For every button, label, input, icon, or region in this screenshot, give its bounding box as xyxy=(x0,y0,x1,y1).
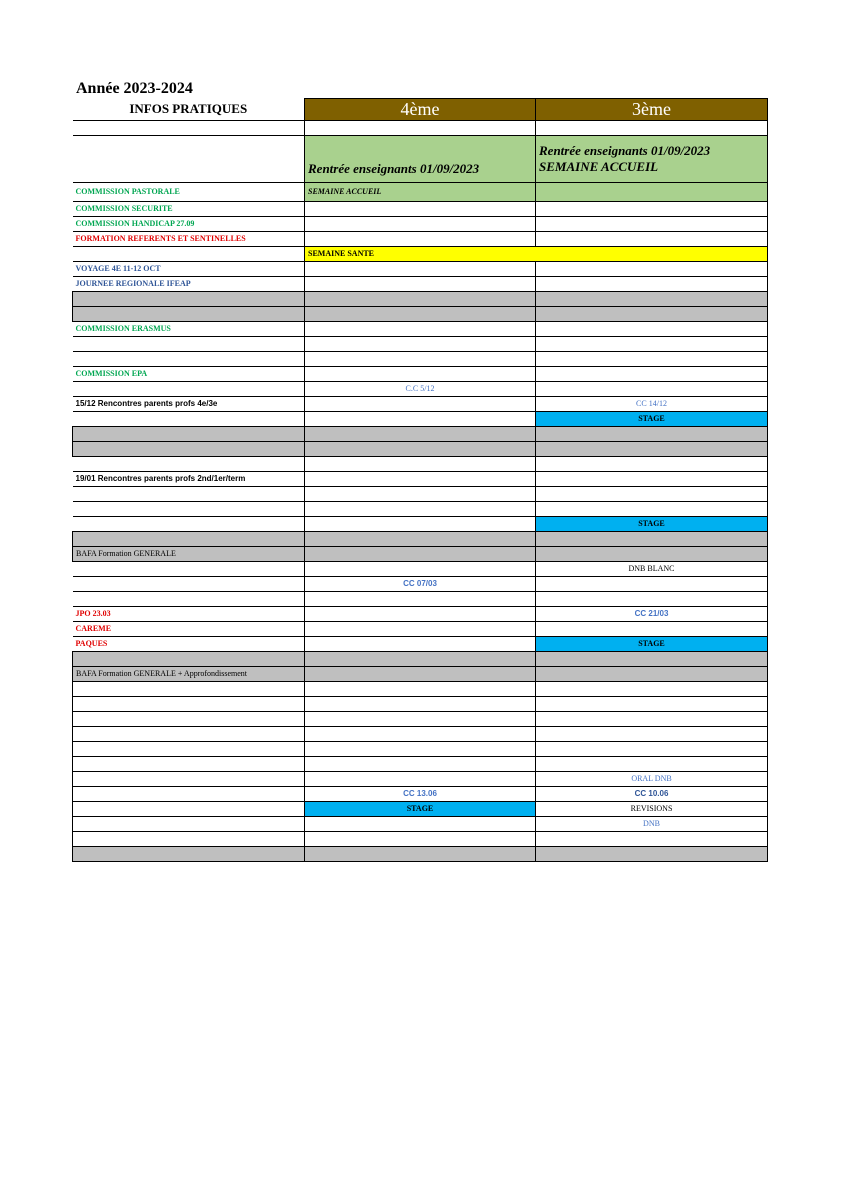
info-securite: COMMISSION SECURITE xyxy=(73,202,305,217)
table-row xyxy=(73,547,768,562)
info-handicap: COMMISSION HANDICAP 27.09 xyxy=(73,217,305,232)
info-bafa-1: BAFA Formation GENERALE xyxy=(73,547,305,562)
table-row xyxy=(73,697,768,712)
table-row xyxy=(73,562,768,577)
info-voyage: VOYAGE 4E 11-12 OCT xyxy=(73,262,305,277)
table-row xyxy=(73,742,768,757)
table-row xyxy=(73,412,768,427)
cc-07-03: CC 07/03 xyxy=(305,577,536,592)
info-rencontre-1: 15/12 Rencontres parents profs 4e/3e xyxy=(73,397,305,412)
table-row xyxy=(73,427,768,442)
rentree-4eme: Rentrée enseignants 01/09/2023 xyxy=(308,161,480,176)
table-row xyxy=(73,183,768,202)
rentree-3eme: Rentrée enseignants 01/09/2023 xyxy=(539,143,711,158)
table-row xyxy=(73,622,768,637)
info-paques: PAQUES xyxy=(73,637,305,652)
table-row xyxy=(73,832,768,847)
table-row xyxy=(73,262,768,277)
cc-5-12: C.C 5/12 xyxy=(305,382,536,397)
table-row xyxy=(73,217,768,232)
info-careme: CAREME xyxy=(73,622,305,637)
info-formation: FORMATION REFERENTS ET SENTINELLES xyxy=(73,232,305,247)
dnb: DNB xyxy=(536,817,768,832)
revisions: REVISIONS xyxy=(536,802,768,817)
semaine-sante: SEMAINE SANTE xyxy=(305,247,768,262)
planning-table xyxy=(72,98,768,862)
stage-4eme: STAGE xyxy=(305,802,536,817)
table-row xyxy=(73,682,768,697)
stage-3eme-1: STAGE xyxy=(536,412,768,427)
header-row xyxy=(73,99,768,121)
semaine-accueil-3eme: SEMAINE ACCUEIL xyxy=(539,159,659,174)
dnb-blanc: DNB BLANC xyxy=(536,562,768,577)
table-row xyxy=(73,592,768,607)
info-rencontre-2: 19/01 Rencontres parents profs 2nd/1er/term xyxy=(73,472,305,487)
table-row xyxy=(73,382,768,397)
cc-21-03: CC 21/03 xyxy=(536,607,768,622)
cc-13-06: CC 13.06 xyxy=(305,787,536,802)
infos-title: INFOS PRATIQUES xyxy=(129,101,248,117)
table-row xyxy=(73,667,768,682)
table-row xyxy=(73,607,768,622)
table-row xyxy=(73,232,768,247)
info-pastorale: COMMISSION PASTORALE xyxy=(73,183,305,202)
table-row xyxy=(73,847,768,862)
table-row xyxy=(73,487,768,502)
info-bafa-2: BAFA Formation GENERALE + Approfondissement xyxy=(73,667,305,682)
column-4eme: 4ème xyxy=(305,99,536,121)
table-row xyxy=(73,121,768,136)
table-row xyxy=(73,397,768,412)
oral-dnb: ORAL DNB xyxy=(536,772,768,787)
table-row xyxy=(73,757,768,772)
table-row xyxy=(73,517,768,532)
table-row xyxy=(73,457,768,472)
cc-14-12: CC 14/12 xyxy=(536,397,768,412)
table-row xyxy=(73,652,768,667)
table-row xyxy=(73,637,768,652)
table-row xyxy=(73,442,768,457)
table-row xyxy=(73,787,768,802)
table-row xyxy=(73,307,768,322)
table-row xyxy=(73,817,768,832)
table-row xyxy=(73,802,768,817)
info-jpo: JPO 23.03 xyxy=(73,607,305,622)
cc-10-06: CC 10.06 xyxy=(536,787,768,802)
table-row xyxy=(73,532,768,547)
semaine-accueil-4eme: SEMAINE ACCUEIL xyxy=(305,183,536,202)
table-row xyxy=(73,577,768,592)
table-row xyxy=(73,247,768,262)
table-row xyxy=(73,502,768,517)
year-title: Année 2023-2024 xyxy=(76,80,193,97)
table-row xyxy=(73,277,768,292)
info-erasmus: COMMISSION ERASMUS xyxy=(73,322,305,337)
info-journee: JOURNEE REGIONALE IFEAP xyxy=(73,277,305,292)
stage-3eme-3: STAGE xyxy=(536,637,768,652)
table-row xyxy=(73,727,768,742)
table-row xyxy=(73,322,768,337)
table-row xyxy=(73,712,768,727)
table-row xyxy=(73,292,768,307)
table-row xyxy=(73,367,768,382)
table-row xyxy=(73,472,768,487)
table-row xyxy=(73,202,768,217)
column-3eme: 3ème xyxy=(536,99,768,121)
info-epa: COMMISSION EPA xyxy=(73,367,305,382)
table-row xyxy=(73,352,768,367)
table-row xyxy=(73,337,768,352)
table-row xyxy=(73,136,768,183)
stage-3eme-2: STAGE xyxy=(536,517,768,532)
table-row xyxy=(73,772,768,787)
